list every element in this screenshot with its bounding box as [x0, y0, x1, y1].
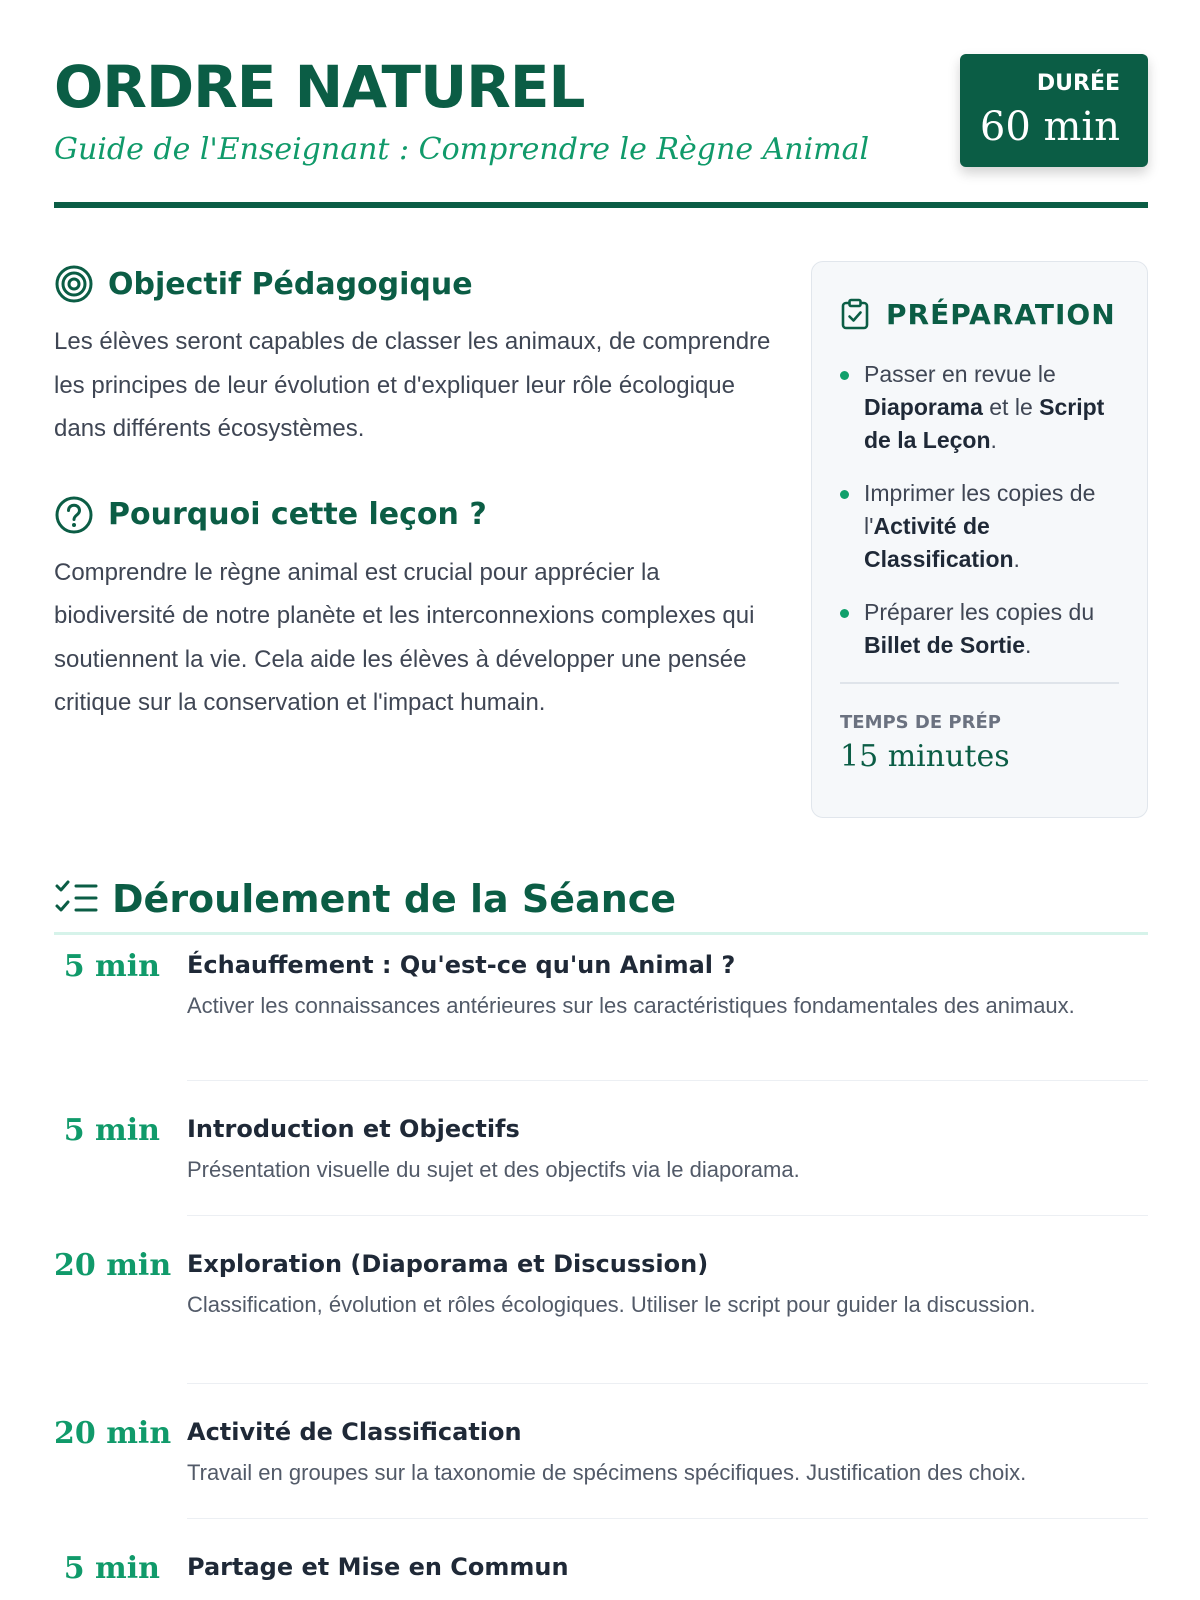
intro-column — [54, 262, 774, 725]
preparation-title: PRÉPARATION — [886, 297, 1116, 331]
duration-value: 60 min — [979, 104, 1120, 150]
why-title: Pourquoi cette leçon ? — [108, 497, 487, 532]
step-title: Échauffement : Qu'est-ce qu'un Animal ? — [187, 951, 736, 979]
step-description: Présentation visuelle du sujet et des objectifs via le diaporama. — [187, 1157, 800, 1182]
header — [54, 0, 1148, 208]
preparation-card — [811, 261, 1148, 818]
clipboard-check-icon — [840, 298, 870, 330]
list-checks-icon — [54, 878, 98, 918]
prep-time-label: TEMPS DE PRÉP — [840, 711, 1001, 733]
timeline-step — [54, 935, 1148, 1081]
step-duration: 5 min — [63, 1113, 160, 1148]
objective-title: Objectif Pédagogique — [108, 266, 473, 302]
lesson-guide-page — [54, 0, 1148, 1600]
step-duration: 20 min — [54, 1248, 172, 1283]
timeline-step — [54, 1081, 1148, 1216]
timeline-step — [54, 1384, 1148, 1519]
timeline-title: Déroulement de la Séance — [112, 877, 677, 921]
target-icon — [54, 264, 94, 304]
step-title: Introduction et Objectifs — [187, 1115, 520, 1143]
why-heading — [54, 493, 774, 537]
step-title: Activité de Classification — [187, 1418, 522, 1446]
duration-badge — [960, 54, 1148, 167]
preparation-divider — [840, 682, 1119, 684]
step-description: Activer les connaissances antérieures sur les caractéristiques fondamentales des animaux. — [187, 993, 1075, 1018]
question-circle-icon — [54, 495, 94, 535]
objective-heading — [54, 262, 774, 306]
preparation-item: Préparer les copies du Billet de Sortie. — [840, 596, 1119, 662]
why-text: Comprendre le règne animal est crucial pour apprécier la biodiversité de notre planète et les interconnexions complexes qui soutiennent la vie. Cela aide les élèves à développer une pensée critique sur la conservation et l'impact humain. — [54, 558, 755, 716]
timeline-step — [54, 1519, 1148, 1586]
duration-label: DURÉE — [1036, 71, 1120, 96]
preparation-list — [840, 358, 1119, 662]
step-title: Partage et Mise en Commun — [187, 1553, 569, 1581]
step-description: Classification, évolution et rôles écologiques. Utiliser le script pour guider la discussion. — [187, 1292, 1036, 1317]
page-title: ORDRE NATUREL — [54, 53, 585, 121]
timeline-steps — [54, 935, 1148, 1591]
page-subtitle: Guide de l'Enseignant : Comprendre le Règne Animal — [54, 132, 870, 167]
step-duration: 5 min — [63, 949, 160, 984]
step-duration: 5 min — [63, 1551, 160, 1586]
timeline-step — [54, 1216, 1148, 1384]
prep-time-value: 15 minutes — [840, 738, 1010, 774]
preparation-item: Passer en revue le Diaporama et le Script de la Leçon. — [840, 358, 1119, 457]
step-title: Exploration (Diaporama et Discussion) — [187, 1250, 709, 1278]
timeline-heading — [54, 876, 1148, 935]
step-duration: 20 min — [54, 1416, 172, 1451]
preparation-item: Imprimer les copies de l'Activité de Classification. — [840, 477, 1119, 576]
preparation-heading — [840, 292, 1119, 336]
objective-text: Les élèves seront capables de classer les animaux, de comprendre les principes de leur évolution et d'expliquer leur rôle écologique dans différents écosystèmes. — [54, 328, 771, 442]
step-description: Travail en groupes sur la taxonomie de spécimens spécifiques. Justification des choix. — [187, 1460, 1027, 1485]
